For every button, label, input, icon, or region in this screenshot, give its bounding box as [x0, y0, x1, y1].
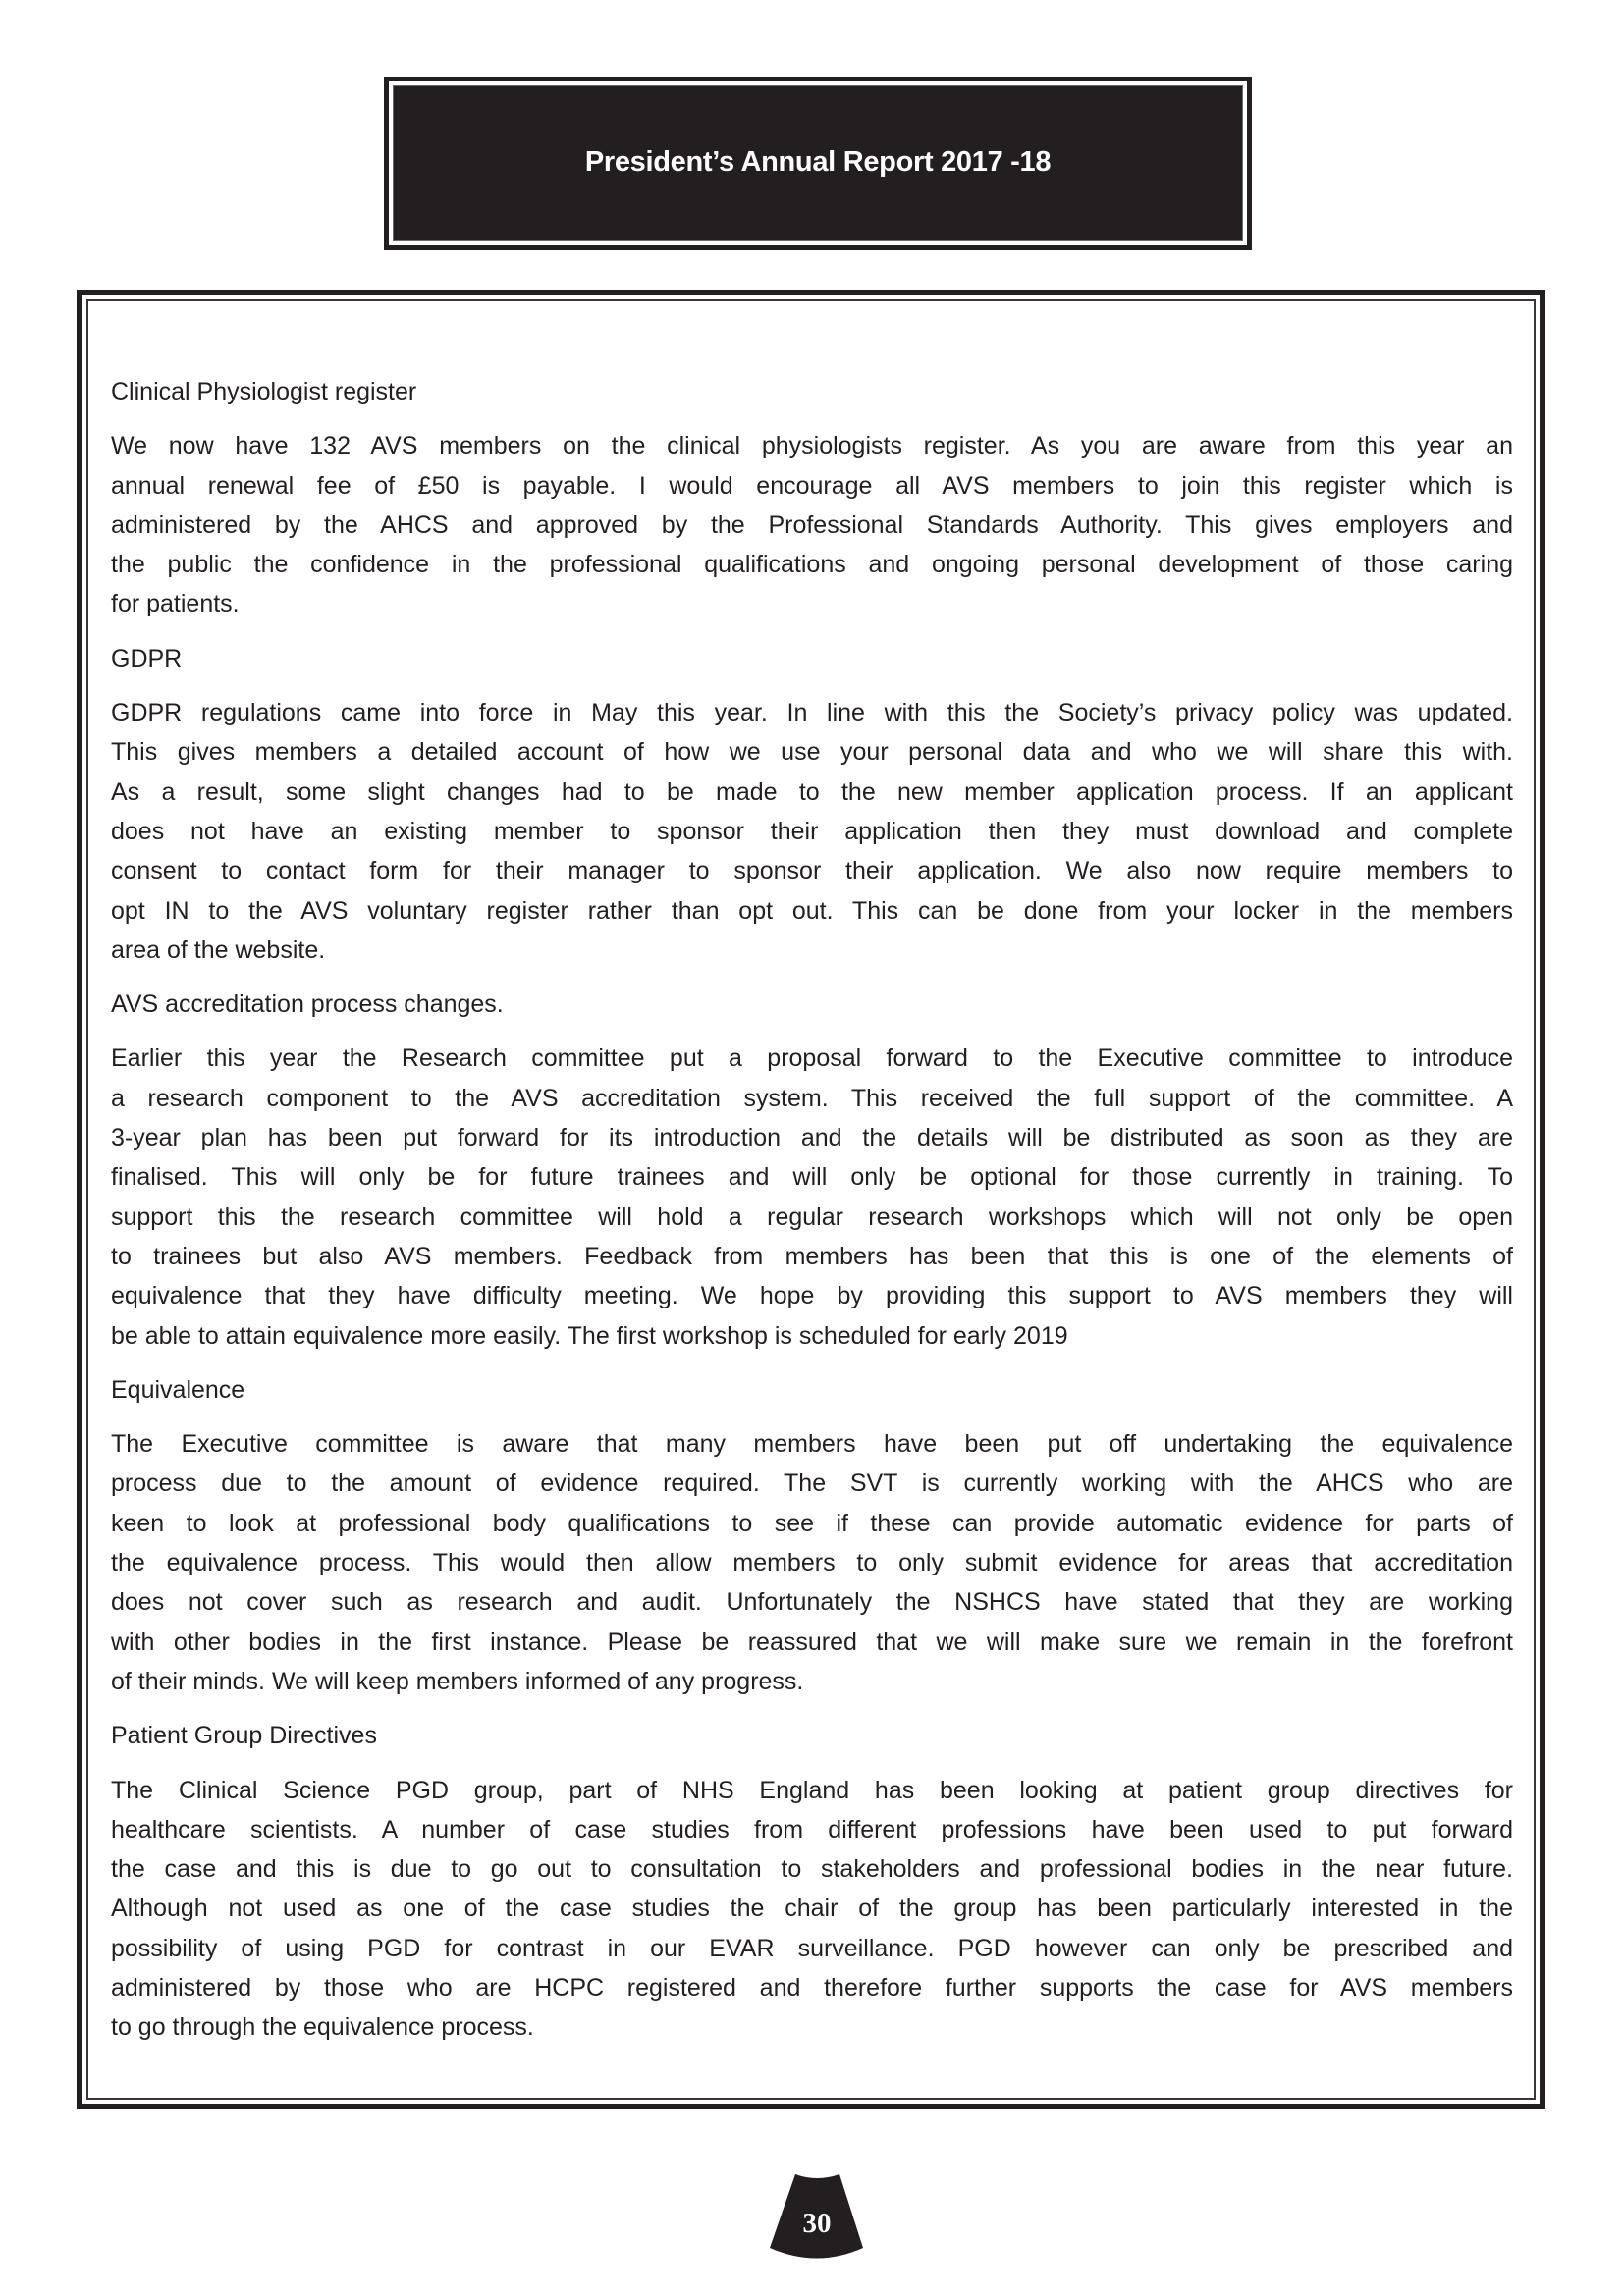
paragraph-line: administered by those who are HCPC registered and therefore further supports the case for AVS members [111, 1973, 1513, 2002]
paragraph-clinical-physiologist-register [111, 426, 1513, 623]
paragraph-line: be able to attain equivalence more easily. The first workshop is scheduled for early 2019 [111, 1321, 1068, 1350]
report-title-banner [384, 77, 1252, 250]
section-heading: Equivalence [111, 1375, 245, 1404]
paragraph-line: 3-year plan has been put forward for its introduction and the details will be distributed as soon as they are [111, 1124, 1513, 1152]
paragraph-line: equivalence that they have difficulty meeting. We hope by providing this support to AVS members they will [111, 1282, 1513, 1310]
section-heading: Patient Group Directives [111, 1722, 377, 1750]
paragraph-line: a research component to the AVS accreditation system. This received the full support of the committee. A [111, 1084, 1513, 1112]
paragraph-line: The Executive committee is aware that many members have been put off undertaking the equivalence [111, 1430, 1513, 1459]
section-heading: Clinical Physiologist register [111, 378, 417, 405]
paragraph-line: Although not used as one of the case studies the chair of the group has been particularly interested in the [111, 1895, 1513, 1923]
section-heading-equivalence [111, 1370, 1513, 1410]
paragraph-line: of their minds. We will keep members informed of any progress. [111, 1667, 804, 1695]
paragraph-line: healthcare scientists. A number of case studies from different professions have been used to put forward [111, 1815, 1513, 1843]
paragraph-line: GDPR regulations came into force in May this year. In line with this the Society’s privacy policy was updated. [111, 699, 1513, 727]
page-number: 30 [802, 2208, 832, 2239]
report-title-banner-fill [393, 85, 1243, 241]
paragraph-line: Earlier this year the Research committee put a proposal forward to the Executive committee to introduce [111, 1044, 1513, 1073]
paragraph-patient-group-directives [111, 1771, 1513, 2048]
paragraph-gdpr [111, 693, 1513, 970]
paragraph-avs-accreditation [111, 1039, 1513, 1355]
paragraph-line: with other bodies in the first instance. Please be reassured that we will make sure we remain in the forefront [111, 1628, 1513, 1656]
paragraph-line: annual renewal fee of £50 is payable. I would encourage all AVS members to join this register which is [111, 471, 1513, 500]
paragraph-line: for patients. [111, 590, 240, 618]
paragraph-line: We now have 132 AVS members on the clinical physiologists register. As you are aware from this year an [111, 432, 1513, 460]
paragraph-line: keen to look at professional body qualifications to see if these can provide automatic evidence for parts of [111, 1509, 1513, 1537]
paragraph-line: does not have an existing member to sponsor their application then they must download and complete [111, 817, 1513, 845]
paragraph-line: opt IN to the AVS voluntary register rather than opt out. This can be done from your locker in the members [111, 896, 1513, 925]
paragraph-line: to trainees but also AVS members. Feedback from members has been that this is one of the elements of [111, 1242, 1513, 1270]
paragraph-line: the case and this is due to go out to consultation to stakeholders and professional bodies in the near future. [111, 1855, 1513, 1884]
paragraph-line: to go through the equivalence process. [111, 2013, 534, 2042]
section-heading-patient-group-directives [111, 1716, 1513, 1755]
paragraph-line: possibility of using PGD for contrast in our EVAR surveillance. PGD however can only be prescribed and [111, 1934, 1513, 1962]
paragraph-line: area of the website. [111, 935, 326, 964]
page-number-badge [766, 2169, 868, 2264]
section-heading: GDPR [111, 644, 183, 672]
paragraph-line: finalised. This will only be for future trainees and will only be optional for those currently in training. To [111, 1163, 1513, 1192]
section-heading: AVS accreditation process changes. [111, 990, 504, 1019]
section-heading-clinical-physiologist-register [111, 372, 1513, 411]
report-title: President’s Annual Report 2017 -18 [584, 146, 1052, 178]
paragraph-line: This gives members a detailed account of how we use your personal data and who we will share this with. [111, 738, 1513, 767]
paragraph-line: administered by the AHCS and approved by the Professional Standards Authority. This gives employers and [111, 510, 1513, 539]
paragraph-line: consent to contact form for their manager to sponsor their application. We also now require members to [111, 857, 1513, 885]
paragraph-line: The Clinical Science PGD group, part of NHS England has been looking at patient group directives for [111, 1776, 1513, 1804]
paragraph-line: the public the confidence in the professional qualifications and ongoing personal development of those caring [111, 551, 1513, 579]
paragraph-line: process due to the amount of evidence required. The SVT is currently working with the AHCS who are [111, 1469, 1513, 1498]
paragraph-line: does not cover such as research and audit. Unfortunately the NSHCS have stated that they are working [111, 1588, 1513, 1617]
paragraph-equivalence [111, 1424, 1513, 1701]
section-heading-avs-accreditation [111, 985, 1513, 1024]
section-heading-gdpr [111, 639, 1513, 678]
paragraph-line: As a result, some slight changes had to be made to the new member application process. If an applicant [111, 777, 1513, 806]
report-body [111, 372, 1513, 2062]
paragraph-line: support this the research committee will hold a regular research workshops which will not only be open [111, 1202, 1513, 1231]
paragraph-line: the equivalence process. This would then allow members to only submit evidence for areas that accreditation [111, 1549, 1513, 1577]
